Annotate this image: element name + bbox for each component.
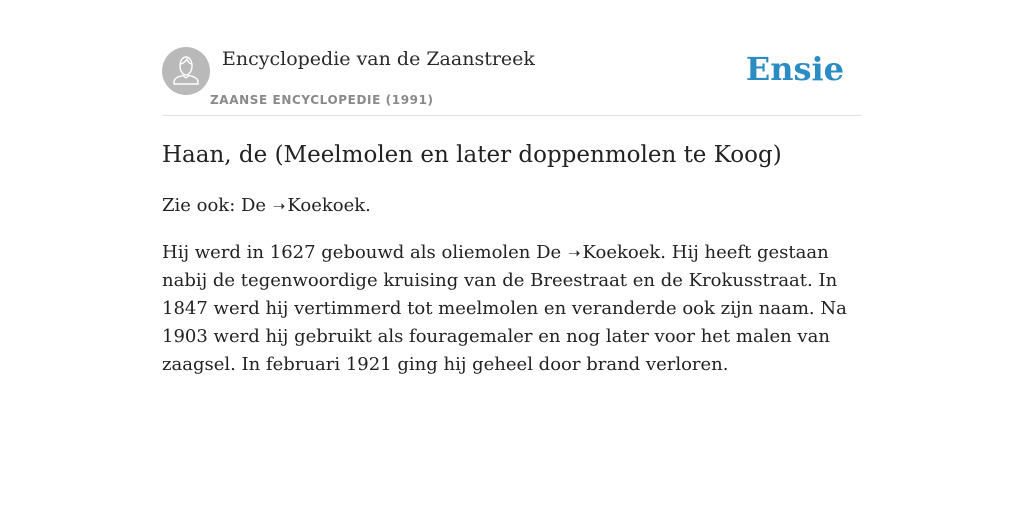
page-title: Haan, de (Meelmolen en later doppenmolen te Koog) bbox=[162, 142, 782, 168]
article-body-paragraph bbox=[162, 239, 862, 379]
koekoek-link[interactable]: Koekoek bbox=[287, 195, 366, 216]
arrow-right-icon: ➝ bbox=[567, 244, 581, 262]
arrow-right-icon: ➝ bbox=[272, 197, 286, 215]
source-subtitle: ZAANSE ENCYCLOPEDIE (1991) bbox=[210, 93, 434, 107]
source-avatar[interactable] bbox=[162, 47, 210, 95]
koekoek-link[interactable]: Koekoek bbox=[582, 242, 661, 263]
body-text-rest: . Hij heeft gestaan nabij de tegenwoordige kruising van de Breestraat en de Krokusstraat. In 1847 werd hij vertimmerd tot meelmolen en veranderde ook zijn naam. Na 1903 werd hij gebruikt als fouragemaler en nog later voor het malen van zaagsel. In februari 1921 ging hij geheel door brand verloren. bbox=[162, 242, 847, 375]
user-silhouette-icon bbox=[162, 47, 210, 95]
source-header bbox=[162, 47, 862, 116]
see-also-text: Zie ook: De bbox=[162, 195, 267, 216]
see-also-paragraph bbox=[162, 192, 862, 220]
ensie-logo[interactable]: Ensie bbox=[745, 50, 844, 88]
body-text-start: Hij werd in 1627 gebouwd als oliemolen De bbox=[162, 242, 562, 263]
source-name[interactable]: Encyclopedie van de Zaanstreek bbox=[222, 48, 535, 70]
article-page bbox=[162, 0, 862, 379]
see-also-end: . bbox=[365, 195, 371, 216]
